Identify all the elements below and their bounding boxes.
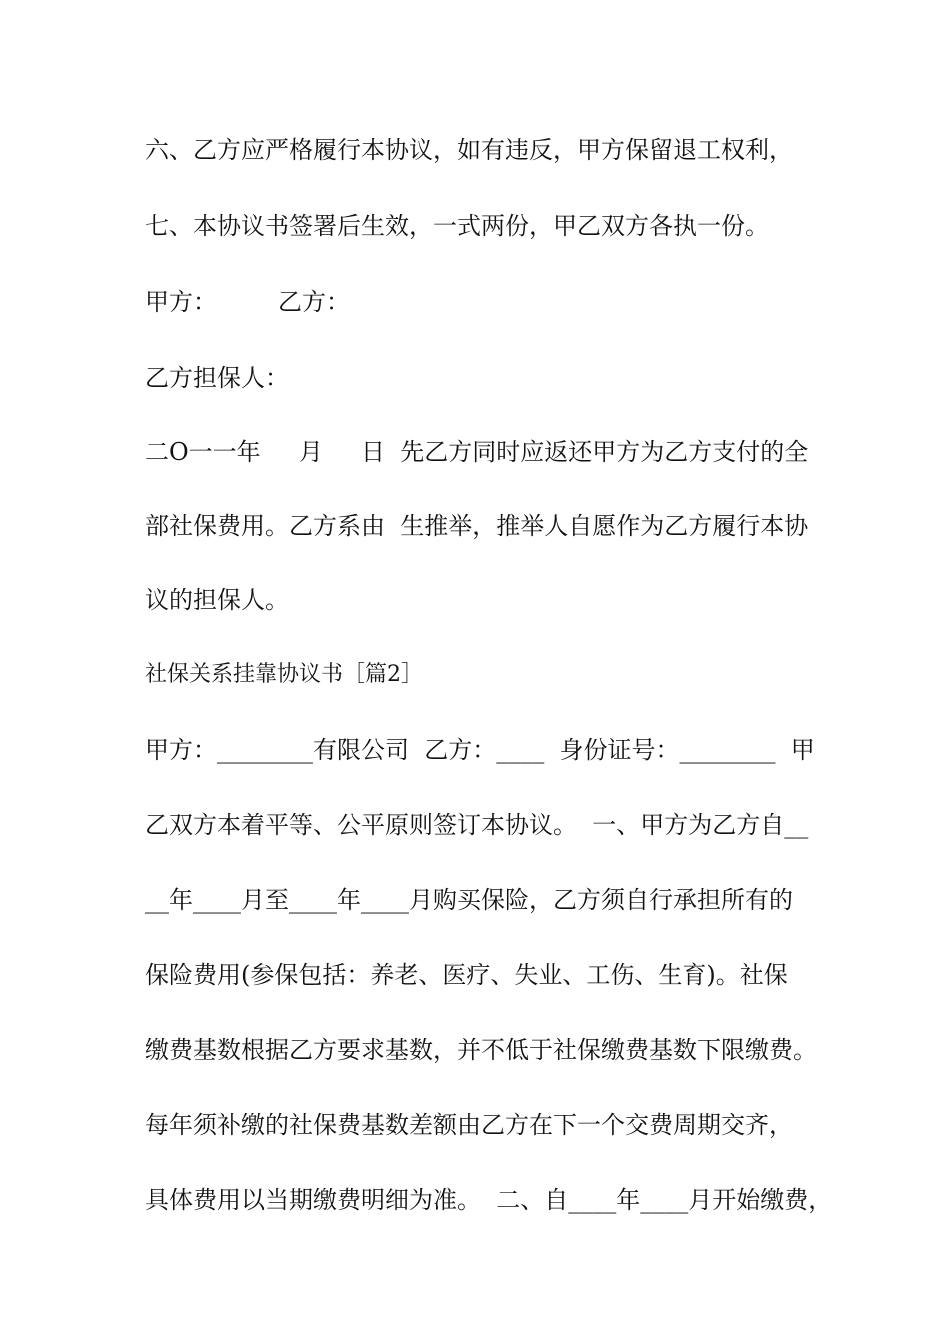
section-heading: 社保关系挂靠协议书［篇2］ — [145, 662, 423, 687]
date-paragraph-line-3: 议的担保人。 — [145, 586, 289, 614]
date-paragraph-line-1: 二O一一年 月 日 先乙方同时应返还甲方为乙方支付的全 — [145, 438, 809, 466]
agreement-paragraph-line-1: 甲方：________有限公司 乙方：____ 身份证号：________ 甲 — [145, 736, 815, 764]
agreement-paragraph-line-2: 乙双方本着平等、公平原则签订本协议。 一、甲方为乙方自__ — [145, 811, 809, 839]
guarantor-line: 乙方担保人： — [145, 364, 289, 392]
agreement-paragraph-line-4: 保险费用(参保包括：养老、医疗、失业、工伤、生育)。社保 — [145, 961, 788, 989]
party-signatures: 甲方： 乙方： — [145, 288, 351, 316]
agreement-paragraph-line-7: 具体费用以当期缴费明细为准。 二、自____年____月开始缴费， — [145, 1186, 833, 1214]
date-paragraph-line-2: 部社保费用。乙方系由 生推举，推举人自愿作为乙方履行本协 — [145, 512, 809, 540]
agreement-paragraph-line-6: 每年须补缴的社保费基数差额由乙方在下一个交费周期交齐， — [145, 1111, 793, 1139]
clause-seven: 七、本协议书签署后生效，一式两份，甲乙双方各执一份。 — [145, 212, 769, 240]
agreement-paragraph-line-5: 缴费基数根据乙方要求基数，并不低于社保缴费基数下限缴费。 — [145, 1036, 817, 1064]
agreement-paragraph-line-3: __年____月至____年____月购买保险，乙方须自行承担所有的 — [145, 886, 793, 914]
clause-six: 六、乙方应严格履行本协议，如有违反，甲方保留退工权利， — [145, 136, 793, 164]
